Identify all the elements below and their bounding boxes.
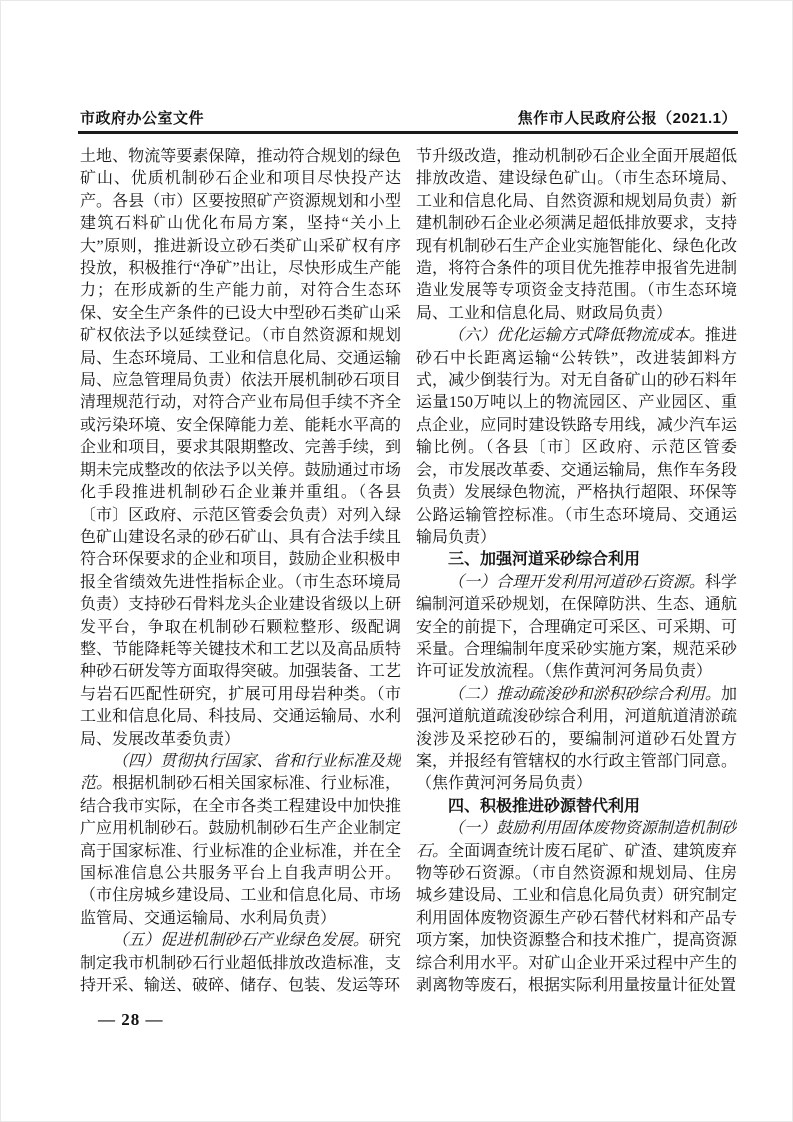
document-header: [80, 107, 737, 128]
page-number: — 28 —: [98, 1010, 164, 1029]
item-lead: （六）优化运输方式降低物流成本。: [448, 327, 705, 345]
column-left: [80, 146, 401, 1004]
item-paragraph: （五）促进机制砂石产业绿色发展。研究制定我市机制砂石行业超低排放改造标准，支持开采、输送、破碎、储存、包装、发运等环: [80, 932, 401, 995]
header-left-label: 市政府办公室文件: [80, 110, 205, 127]
item-lead: （五）促进机制砂石产业绿色发展。: [112, 932, 369, 950]
header-rule: [78, 131, 738, 134]
item-lead: （一）合理开发利用河道砂石资源。: [448, 573, 705, 591]
item-lead: （二）推动疏浚砂和淤积砂综合利用。: [448, 685, 721, 703]
item-paragraph: （六）优化运输方式降低物流成本。推进砂石中长距离运输“公转铁”，改进装卸料方式，减少倒装行为。对无自备矿山的砂石料年运量150万吨以上的物流园区、产业园区、重点企业，应同时建设铁路专用线，减少汽车运输比例。（各县〔市〕区政府、示范区管委会，市发展改革委、交通运输局，焦作车务段负责）发展绿色物流，严格执行超限、环保等公路运输管控标准。（市生态环境局、交通运输局负责）: [416, 327, 737, 546]
section-heading: 四、积极推进砂源替代利用: [448, 797, 641, 815]
item-paragraph: （一）合理开发利用河道砂石资源。科学编制河道采砂规划，在保障防洪、生态、通航安全的前提下，合理确定可采区、可采期、可采量。合理编制年度采砂实施方案，规范采砂许可证发放流程。（焦作黄河河务局负责）: [416, 573, 737, 681]
header-right-label: 焦作市人民政府公报（2021.1）: [517, 110, 737, 127]
document-body: [80, 146, 737, 1004]
column-right: [416, 146, 737, 1004]
item-lead: （一）鼓励利用固体废物资源制造机制砂石。: [416, 820, 737, 860]
continued-paragraph: 土地、物流等要素保障，推动符合规划的绿色矿山、优质机制砂石企业和项目尽快投产达产。各县（市）区要按照矿产资源规划和小型建筑石料矿山优化布局方案，坚持“关小上大”原则，推进新设立砂石类矿山采矿权有序投放，积极推行“净矿”出让，尽快形成生产能力；在形成新的生产能力前，对符合生态环保、安全生产条件的已设大中型砂石类矿山采矿权依法予以延续登记。（市自然资源和规划局、生态环境局、工业和信息化局、交通运输局、应急管理局负责）依法开展机制砂石项目清理规范行动，对符合产业布局但手续不齐全或污染环境、安全保障能力差、能耗水平高的企业和项目，要求其限期整改、完善手续，到期未完成整改的依法予以关停。鼓励通过市场化手段推进机制砂石企业兼并重组。（各县〔市〕区政府、示范区管委会负责）对列入绿色矿山建设名录的砂石矿山、具有合法手续且符合环保要求的企业和项目，鼓励企业积极申报全省绩效先进性指标企业。（市生态环境局负责）支持砂石骨料龙头企业建设省级以上研发平台，争取在机制砂石颗粒整形、级配调整、节能降耗等关键技术和工艺以及高品质特种砂石研发等方面取得突破。加强装备、工艺与岩石匹配性研究，扩展可用母岩种类。（市工业和信息化局、科技局、交通运输局、水利局、发展改革委负责）: [80, 148, 401, 748]
item-paragraph: （二）推动疏浚砂和淤积砂综合利用。加强河道航道疏浚砂综合利用，河道航道清淤疏浚涉及采挖砂石的，要编制河道砂石处置方案，并报经有管辖权的水行政主管部门同意。（焦作黄河河务局负责）: [416, 685, 737, 793]
item-lead: （四）贯彻执行国家、省和行业标准及规范。: [80, 752, 401, 793]
item-paragraph: （四）贯彻执行国家、省和行业标准及规范。根据机制砂石相关国家标准、行业标准，结合我市实际，在全市各类工程建设中加快推广应用机制砂石。鼓励机制砂石生产企业制定高于国家标准、行业标准的企业标准，并在全国标准信息公共服务平台上自我声明公开。（市住房城乡建设局、工业和信息化局、市场监管局、交通运输局、水利局负责）: [80, 752, 401, 927]
item-paragraph: （一）鼓励利用固体废物资源制造机制砂石。全面调查统计废石尾矿、矿渣、建筑废弃物等砂石资源。（市自然资源和规划局、住房城乡建设局、工业和信息化局负责）研究制定利用固体废物资源生产砂石替代材料和产品专项方案，加快资源整合和技术推广，提高资源综合利用水平。对矿山企业开采过程中产生的剥离物等废石，根据实际利用量按量计征处置: [416, 820, 737, 995]
continued-paragraph: 节升级改造，推动机制砂石企业全面开展超低排放改造、建设绿色矿山。（市生态环境局、工业和信息化局、自然资源和规划局负责）新建机制砂石企业必须满足超低排放要求，支持现有机制砂石生产企业实施智能化、绿色化改造，将符合条件的项目优先推荐申报省先进制造业发展等专项资金支持范围。（市生态环境局、工业和信息化局、财政局负责）: [416, 148, 737, 322]
section-heading: 三、加强河道采砂综合利用: [448, 551, 641, 569]
